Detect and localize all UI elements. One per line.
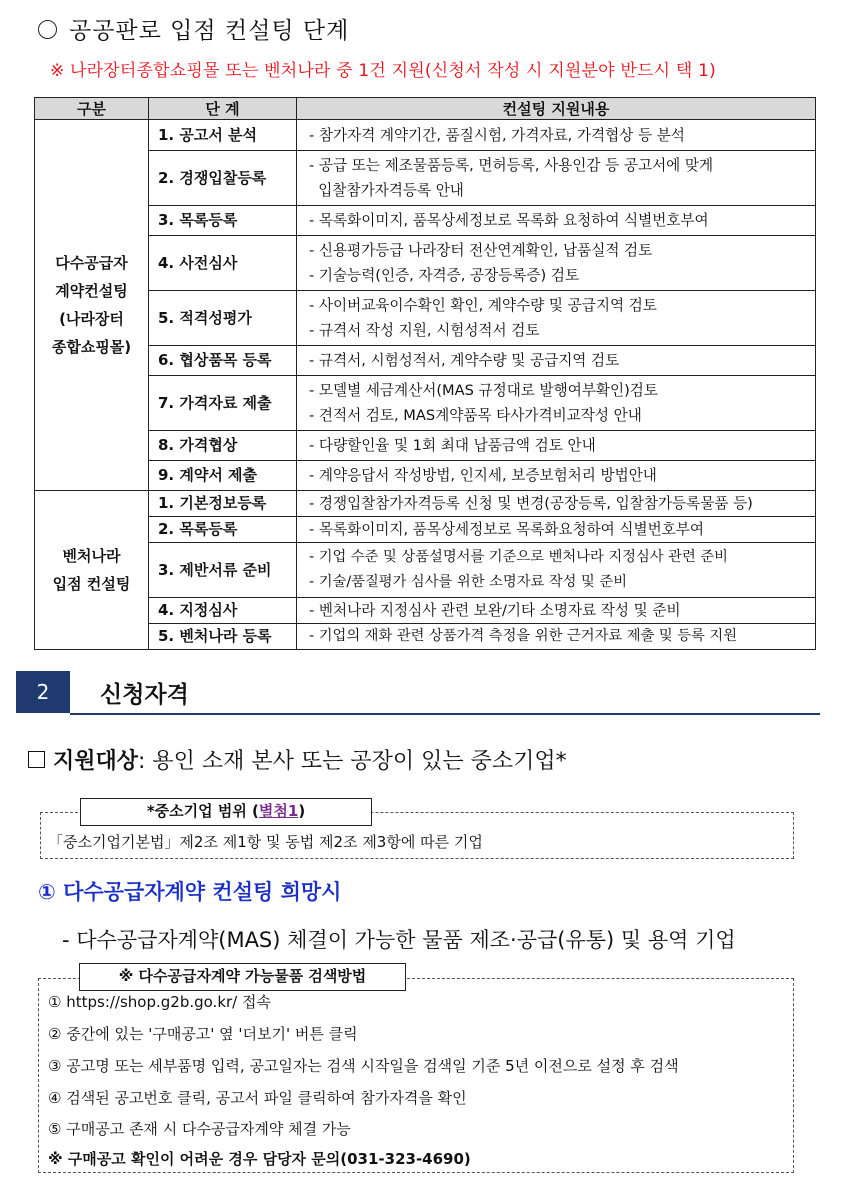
search-box-title: ※ 다수공급자계약 가능물품 검색방법 bbox=[79, 963, 406, 991]
content-cell: - 벤처나라 지정심사 관련 보완/기타 소명자료 작성 및 준비 bbox=[297, 598, 816, 624]
table-row bbox=[35, 206, 816, 236]
content-cell: - 계약응답서 작성방법, 인지세, 보증보험처리 방법안내 bbox=[297, 461, 816, 491]
step-cell: 4. 사전심사 bbox=[149, 236, 297, 291]
section-heading: 신청자격 bbox=[100, 682, 189, 708]
header-category: 구분 bbox=[35, 98, 149, 120]
content-cell: - 경쟁입찰참가자격등록 신청 및 변경(공장등록, 입찰참가등록물품 등) bbox=[297, 491, 816, 517]
contact-note: ※ 구매공고 확인이 어려운 경우 담당자 문의(031-323-4690) bbox=[48, 1150, 471, 1168]
sme-definition: 「중소기업기본법」제2조 제1항 및 동법 제2조 제3항에 따른 기업 bbox=[48, 833, 483, 851]
table-row bbox=[35, 346, 816, 376]
search-step: ② 중간에 있는 '구매공고' 옆 '더보기' 버튼 클릭 bbox=[48, 1025, 358, 1043]
eligibility-line: 지원대상: 용인 소재 본사 또는 공장이 있는 중소기업* bbox=[28, 744, 567, 775]
step-cell: 6. 협상품목 등록 bbox=[149, 346, 297, 376]
search-step: ① https://shop.g2b.go.kr/ 접속 bbox=[48, 993, 271, 1011]
table-row bbox=[35, 236, 816, 291]
table-header-row bbox=[35, 98, 816, 120]
step-cell: 2. 경쟁입찰등록 bbox=[149, 151, 297, 206]
table-row bbox=[35, 491, 816, 517]
content-cell: - 신용평가등급 나라장터 전산연계확인, 납품실적 검토 - 기술능력(인증, 자격증, 공장등록증) 검토 bbox=[297, 236, 816, 291]
table-row bbox=[35, 431, 816, 461]
table-row bbox=[35, 598, 816, 624]
step-cell: 2. 목록등록 bbox=[149, 517, 297, 543]
search-step: ③ 공고명 또는 세부품명 입력, 공고일자는 검색 시작일을 검색일 기준 5년 이전으로 설정 후 검색 bbox=[48, 1057, 679, 1075]
table-row bbox=[35, 461, 816, 491]
step-cell: 4. 지정심사 bbox=[149, 598, 297, 624]
mas-heading: ① 다수공급자계약 컨설팅 희망시 bbox=[38, 880, 342, 904]
section-number: 2 bbox=[16, 671, 70, 713]
content-cell: - 공급 또는 제조물품등록, 면허등록, 사용인감 등 공고서에 맞게 입찰참가자격등록 안내 bbox=[297, 151, 816, 206]
search-step: ⑤ 구매공고 존재 시 다수공급자계약 체결 가능 bbox=[48, 1120, 351, 1138]
attachment-link[interactable]: 별첨1 bbox=[258, 802, 299, 820]
step-cell: 3. 제반서류 준비 bbox=[149, 543, 297, 598]
step-cell: 7. 가격자료 제출 bbox=[149, 376, 297, 431]
content-cell: - 목록화이미지, 품목상세정보로 목록화요청하여 식별번호부여 bbox=[297, 517, 816, 543]
header-step: 단 계 bbox=[149, 98, 297, 120]
table-row bbox=[35, 543, 816, 598]
mas-description: - 다수공급자계약(MAS) 체결이 가능한 물품 제조·공급(유통) 및 용역 기업 bbox=[62, 928, 736, 952]
content-cell: - 규격서, 시험성적서, 계약수량 및 공급지역 검토 bbox=[297, 346, 816, 376]
header-content: 컨설팅 지원내용 bbox=[297, 98, 816, 120]
consulting-steps-table bbox=[34, 97, 816, 650]
table-row bbox=[35, 151, 816, 206]
table-row bbox=[35, 376, 816, 431]
support-note: ※ 나라장터종합쇼핑몰 또는 벤처나라 중 1건 지원(신청서 작성 시 지원분야 반드시 택 1) bbox=[50, 61, 716, 81]
step-cell: 9. 계약서 제출 bbox=[149, 461, 297, 491]
group-venture: 벤처나라 입점 컨설팅 bbox=[35, 491, 149, 650]
step-cell: 8. 가격협상 bbox=[149, 431, 297, 461]
step-cell: 3. 목록등록 bbox=[149, 206, 297, 236]
content-cell: - 기업의 재화 관련 상품가격 측정을 위한 근거자료 제출 및 등록 지원 bbox=[297, 624, 816, 650]
group-mas: 다수공급자 계약컨설팅 (나라장터 종합쇼핑몰) bbox=[35, 120, 149, 491]
search-step: ④ 검색된 공고번호 클릭, 공고서 파일 클릭하여 참가자격을 확인 bbox=[48, 1089, 467, 1107]
checkbox-square-icon bbox=[28, 751, 45, 768]
sme-box-title: *중소기업 범위 (별첨1) bbox=[80, 798, 372, 826]
content-cell: - 모델별 세금계산서(MAS 규정대로 발행여부확인)검토 - 견적서 검토, MAS계약품목 타사가격비교작성 안내 bbox=[297, 376, 816, 431]
content-cell: - 참가자격 계약기간, 품질시험, 가격자료, 가격협상 등 분석 bbox=[297, 120, 816, 151]
table-row bbox=[35, 291, 816, 346]
content-cell: - 목록화이미지, 품목상세정보로 목록화 요청하여 식별번호부여 bbox=[297, 206, 816, 236]
step-cell: 5. 적격성평가 bbox=[149, 291, 297, 346]
section-title: 공공판로 입점 컨설팅 단계 bbox=[38, 12, 349, 45]
step-cell: 5. 벤처나라 등록 bbox=[149, 624, 297, 650]
content-cell: - 다량할인율 및 1회 최대 납품금액 검토 안내 bbox=[297, 431, 816, 461]
table-row bbox=[35, 517, 816, 543]
circle-bullet-icon bbox=[38, 20, 57, 39]
table-row bbox=[35, 120, 816, 151]
step-cell: 1. 기본정보등록 bbox=[149, 491, 297, 517]
table-row bbox=[35, 624, 816, 650]
content-cell: - 기업 수준 및 상품설명서를 기준으로 벤처나라 지정심사 관련 준비 - 기술/품질평가 심사를 위한 소명자료 작성 및 준비 bbox=[297, 543, 816, 598]
step-cell: 1. 공고서 분석 bbox=[149, 120, 297, 151]
content-cell: - 사이버교육이수확인 확인, 계약수량 및 공급지역 검토 - 규격서 작성 지원, 시험성적서 검토 bbox=[297, 291, 816, 346]
section-divider bbox=[70, 713, 820, 715]
